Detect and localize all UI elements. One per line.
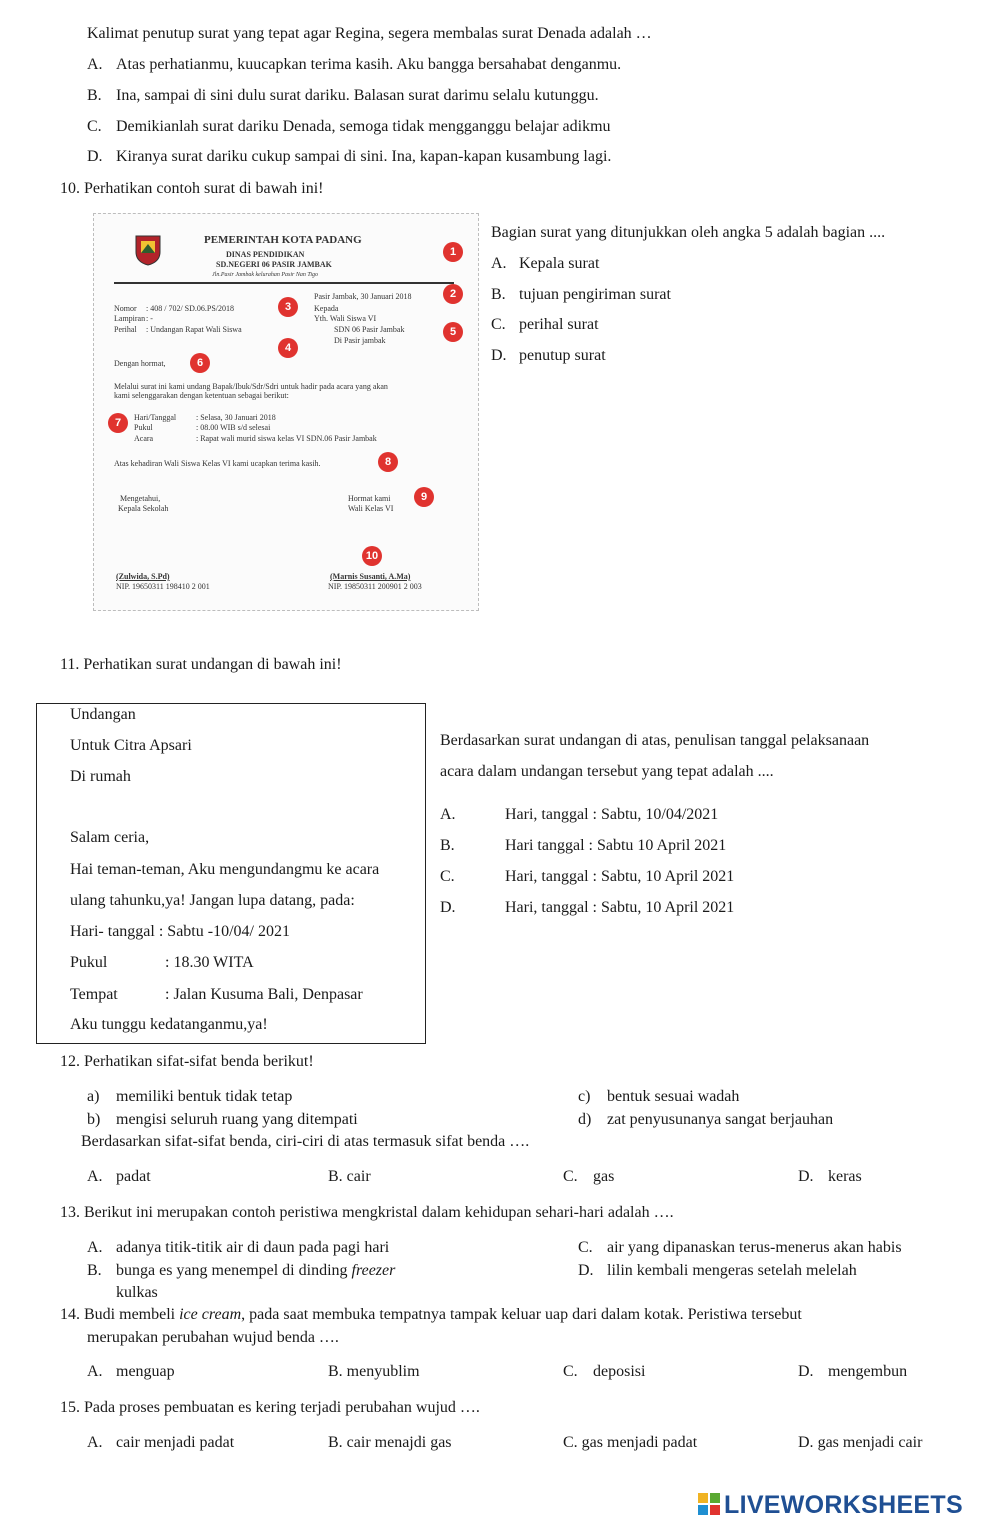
q15-stem: 15. Pada proses pembuatan es kering terjadi perubahan wujud …. (60, 1399, 480, 1416)
q12-option-c[interactable]: C. gas (563, 1168, 615, 1185)
q14-stem: 14. Budi membeli ice cream, pada saat membuka tempatnya tampak keluar uap dari dalam kotak. Peristiwa tersebut (60, 1306, 802, 1323)
marker-1-badge: 1 (443, 242, 463, 262)
marker-3-badge: 3 (278, 297, 298, 317)
q14-option-b[interactable]: B. menyublim (328, 1363, 420, 1380)
q10-option-d[interactable]: D. penutup surat (491, 347, 606, 364)
q12-question: Berdasarkan sifat-sifat benda, ciri-ciri di atas termasuk sifat benda …. (81, 1133, 530, 1150)
q11-option-d[interactable]: D. Hari, tanggal : Sabtu, 10 April 2021 (440, 899, 735, 916)
q12-trait-c: c) bentuk sesuai wadah (578, 1088, 740, 1105)
q12-option-b[interactable]: B. cair (328, 1168, 371, 1185)
liveworksheets-logo[interactable]: LIVEWORKSHEETS (724, 1491, 963, 1519)
q11-question-line2: acara dalam undangan tersebut yang tepat adalah .... (440, 763, 774, 780)
q10-option-a[interactable]: A. Kepala surat (491, 255, 600, 272)
invitation-letter-box: Undangan Untuk Citra Apsari Di rumah Salam ceria, Hai teman-teman, Aku mengundangmu ke acara ulang tahunku,ya! Jangan lupa datang, pada: Hari- tanggal : Sabtu -10/04/ 2021 Pukul : 18.30 WITA Tempat : Jalan Kusuma Bali, Denpasar Aku tunggu kedatanganmu,ya! (36, 703, 426, 1044)
q14-stem-line2: merupakan perubahan wujud benda …. (87, 1329, 339, 1346)
liveworksheets-logo-icon (698, 1493, 720, 1515)
q11-option-b[interactable]: B. Hari tanggal : Sabtu 10 April 2021 (440, 837, 727, 854)
q14-option-c[interactable]: C. deposisi (563, 1363, 646, 1380)
q9-option-d[interactable]: D. Kiranya surat dariku cukup sampai di sini. Ina, kapan-kapan kusambung lagi. (87, 148, 612, 165)
q14-option-d[interactable]: D. mengembun (798, 1363, 908, 1380)
q11-question-line1: Berdasarkan surat undangan di atas, penulisan tanggal pelaksanaan (440, 732, 870, 749)
q12-trait-b: b) mengisi seluruh ruang yang ditempati (87, 1111, 358, 1128)
q15-option-c[interactable]: C. gas menjadi padat (563, 1434, 698, 1451)
q13-option-b-cont: kulkas (116, 1284, 158, 1301)
marker-7-badge: 7 (108, 413, 128, 433)
q12-trait-a: a) memiliki bentuk tidak tetap (87, 1088, 293, 1105)
q10-question: Bagian surat yang ditunjukkan oleh angka 5 adalah bagian .... (491, 224, 886, 241)
marker-4-badge: 4 (278, 338, 298, 358)
q10-stem: 10. Perhatikan contoh surat di bawah ini! (60, 180, 324, 197)
q9-option-a[interactable]: A. Atas perhatianmu, kuucapkan terima kasih. Aku bangga bersahabat denganmu. (87, 56, 622, 73)
sample-letter-image: PEMERINTAH KOTA PADANG DINAS PENDIDIKAN SD.NEGERI 06 PASIR JAMBAK Jln.Pasir Jambak kelurahan Pasir Nan Tigo Pasir Jambak, 30 Januari 2018 Nomor : 408 / 702/ SD.06.PS/2018 Lampiran : - Perihal : Undangan Rapat Wali Siswa Kepada Yth. Wali Siswa VI SDN 06 Pasir Jambak Di Pasir jambak Dengan hormat, Melalui surat ini kami undang Bapak/Ibuk/Sdr/Sdri untuk hadir pada acara yang akan kami selenggarakan dengan ketentuan sebagai berikut: Hari/Tanggal : Selasa, 30 Januari 2018 Pukul : 08.00 WIB s/d selesai Acara : Rapat wali murid siswa kelas VI SDN.06 Pasir Jambak Atas kehadiran Wali Siswa Kelas VI kami ucapkan terima kasih. Mengetahui, Kepala Sekolah Hormat kami Wali Kelas VI (Zulwida, S.Pd) NIP. 19650311 198410 2 001 (Marnis Susanti, A.Ma) NIP. 19850311 200901 2 003 1 2 3 4 5 6 7 8 9 10 (93, 213, 479, 611)
q13-stem: 13. Berikut ini merupakan contoh peristiwa mengkristal dalam kehidupan sehari-hari adalah …. (60, 1204, 674, 1221)
q13-option-b[interactable]: B. bunga es yang menempel di dinding freezer (87, 1262, 396, 1279)
q12-trait-d: d) zat penyusunanya sangat berjauhan (578, 1111, 834, 1128)
marker-5-badge: 5 (443, 322, 463, 342)
q11-option-a[interactable]: A. Hari, tanggal : Sabtu, 10/04/2021 (440, 806, 719, 823)
q12-option-a[interactable]: A. padat (87, 1168, 151, 1185)
q12-option-d[interactable]: D. keras (798, 1168, 862, 1185)
q9-option-c[interactable]: C. Demikianlah surat dariku Denada, semoga tidak mengganggu belajar adikmu (87, 118, 611, 135)
q9-stem: Kalimat penutup surat yang tepat agar Regina, segera membalas surat Denada adalah … (87, 25, 652, 42)
q11-stem: 11. Perhatikan surat undangan di bawah ini! (60, 656, 342, 673)
q11-option-c[interactable]: C. Hari, tanggal : Sabtu, 10 April 2021 (440, 868, 735, 885)
marker-8-badge: 8 (378, 452, 398, 472)
q12-stem: 12. Perhatikan sifat-sifat benda berikut! (60, 1053, 314, 1070)
q10-option-b[interactable]: B. tujuan pengiriman surat (491, 286, 671, 303)
marker-2-badge: 2 (443, 284, 463, 304)
letterhead-rule (114, 282, 454, 284)
q9-option-b[interactable]: B. Ina, sampai di sini dulu surat dariku. Balasan surat darimu selalu kutunggu. (87, 87, 599, 104)
padang-crest-icon (134, 234, 162, 266)
q14-option-a[interactable]: A. menguap (87, 1363, 175, 1380)
q13-option-a[interactable]: A. adanya titik-titik air di daun pada pagi hari (87, 1239, 390, 1256)
marker-6-badge: 6 (190, 353, 210, 373)
q15-option-b[interactable]: B. cair menajdi gas (328, 1434, 452, 1451)
q13-option-c[interactable]: C. air yang dipanaskan terus-menerus akan habis (578, 1239, 902, 1256)
marker-10-badge: 10 (362, 546, 382, 566)
marker-9-badge: 9 (414, 487, 434, 507)
q10-option-c[interactable]: C. perihal surat (491, 316, 599, 333)
q15-option-d[interactable]: D. gas menjadi cair (798, 1434, 923, 1451)
q15-option-a[interactable]: A. cair menjadi padat (87, 1434, 235, 1451)
q13-option-d[interactable]: D. lilin kembali mengeras setelah melelah (578, 1262, 857, 1279)
